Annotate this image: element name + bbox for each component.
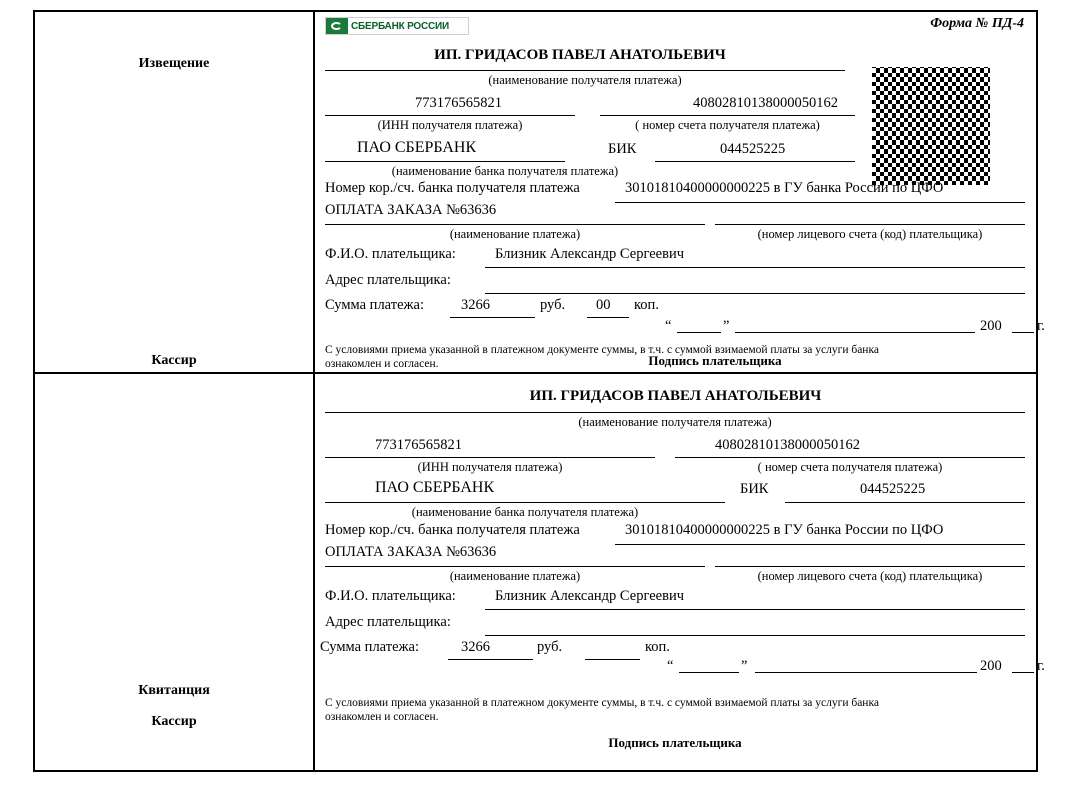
- notice-right-column: [315, 12, 1045, 372]
- bik-value-top: 044525225: [720, 141, 786, 157]
- signature-label-bottom: Подпись плательщика: [608, 735, 742, 750]
- bik-label-top: БИК: [608, 141, 637, 157]
- sum-kop-value-top: 00: [596, 297, 611, 313]
- caption-inn-bottom: (ИНН получателя платежа): [417, 460, 563, 474]
- rule-fio-bottom: [485, 609, 1025, 610]
- rule-bik-bottom: [785, 502, 1025, 503]
- date-quote-close-top: ”: [723, 318, 730, 334]
- receipt-right-column: [315, 374, 1045, 770]
- terms-line2-top: ознакомлен и согласен.: [325, 358, 439, 370]
- bik-label-bottom: БИК: [740, 481, 769, 497]
- caption-personal-account-top: (номер лицевого счета (код) плательщика): [757, 227, 983, 241]
- rule-sum-kop-top: [587, 317, 629, 318]
- recipient-title-bottom: ИП. ГРИДАСОВ ПАВЕЛ АНАТОЛЬЕВИЧ: [529, 388, 822, 404]
- rule-inn-bottom: [325, 457, 655, 458]
- rule-kor-bottom: [615, 544, 1025, 545]
- qr-code: [869, 64, 993, 188]
- terms-line1-bottom: С условиями приема указанной в платежном документе суммы, в т.ч. с суммой взимаемой платы за услуги банка: [325, 697, 879, 709]
- address-label-top: Адрес плательщика:: [325, 272, 451, 288]
- rule-bank-top: [325, 161, 565, 162]
- year-prefix-top: 200: [980, 318, 1002, 334]
- caption-recipient-name-bottom: (наименование получателя платежа): [578, 415, 772, 429]
- rule-date-month-top: [735, 332, 975, 333]
- account-value-bottom: 40802810138000050162: [715, 437, 860, 453]
- label-izveshchenie: Извещение: [138, 56, 210, 71]
- rule-account-bottom: [675, 457, 1025, 458]
- signature-label-top: Подпись плательщика: [648, 353, 782, 368]
- notice-section: [35, 12, 1045, 374]
- rule-date-day-top: [677, 332, 721, 333]
- terms-line2-bottom: ознакомлен и согласен.: [325, 711, 439, 723]
- rule-sum-rub-top: [450, 317, 535, 318]
- caption-bank-bottom: (наименование банка получателя платежа): [411, 505, 639, 519]
- rule-address-top: [485, 293, 1025, 294]
- date-quote-open-top: “: [665, 318, 672, 334]
- year-prefix-bottom: 200: [980, 658, 1002, 674]
- payment-value-bottom: ОПЛАТА ЗАКАЗА №63636: [325, 544, 497, 560]
- terms-line1-top: С условиями приема указанной в платежном документе суммы, в т.ч. с суммой взимаемой платы за услуги банка: [325, 344, 879, 356]
- rule-bik-top: [655, 161, 855, 162]
- bik-value-bottom: 044525225: [860, 481, 926, 497]
- notice-left-column: [35, 12, 315, 372]
- rule-year-top: [1012, 332, 1034, 333]
- rule-account-top: [600, 115, 855, 116]
- payment-form-document: [33, 10, 1045, 772]
- sum-rub-value-top: 3266: [461, 297, 490, 313]
- rule-personal-account-top: [715, 224, 1025, 225]
- kor-label-top: Номер кор./сч. банка получателя платежа: [325, 180, 580, 196]
- rule-recipient-top: [325, 70, 845, 71]
- rule-payment-top: [325, 224, 705, 225]
- rule-sum-kop-bottom: [585, 659, 640, 660]
- inn-value-bottom: 773176565821: [375, 437, 462, 453]
- label-kassir-bottom: Кассир: [151, 714, 197, 729]
- fio-value-bottom: Близник Александр Сергеевич: [495, 588, 684, 604]
- sum-label-top: Сумма платежа:: [325, 297, 424, 313]
- kop-label-top: коп.: [634, 297, 659, 313]
- sberbank-logo: [325, 17, 469, 35]
- rule-fio-top: [485, 267, 1025, 268]
- rub-label-bottom: руб.: [537, 639, 563, 655]
- label-kassir-top: Кассир: [151, 353, 197, 368]
- bank-value-top: ПАО СБЕРБАНК: [357, 139, 477, 156]
- kor-label-bottom: Номер кор./сч. банка получателя платежа: [325, 522, 580, 538]
- rule-inn-top: [325, 115, 575, 116]
- receipt-section: [35, 374, 1045, 770]
- rule-date-month-bottom: [755, 672, 977, 673]
- sberbank-logo-icon: [326, 18, 348, 34]
- sberbank-logo-text: СБЕРБАНК РОССИИ: [351, 20, 450, 32]
- recipient-title-top: ИП. ГРИДАСОВ ПАВЕЛ АНАТОЛЬЕВИЧ: [434, 47, 726, 63]
- bank-value-bottom: ПАО СБЕРБАНК: [375, 479, 495, 496]
- rub-label-top: руб.: [540, 297, 566, 313]
- caption-recipient-name-top: (наименование получателя платежа): [488, 73, 682, 87]
- rule-personal-account-bottom: [715, 566, 1025, 567]
- payment-value-top: ОПЛАТА ЗАКАЗА №63636: [325, 202, 497, 218]
- rule-sum-rub-bottom: [448, 659, 533, 660]
- rule-date-day-bottom: [679, 672, 739, 673]
- caption-payment-top: (наименование платежа): [449, 227, 581, 241]
- sum-rub-value-bottom: 3266: [461, 639, 490, 655]
- kor-value-top: 30101810400000000225 в ГУ банка России по ЦФО: [625, 180, 944, 196]
- rule-bank-bottom: [325, 502, 725, 503]
- caption-account-top: ( номер счета получателя платежа): [635, 118, 820, 132]
- fio-value-top: Близник Александр Сергеевич: [495, 246, 684, 262]
- caption-inn-top: (ИНН получателя платежа): [377, 118, 523, 132]
- rule-payment-bottom: [325, 566, 705, 567]
- caption-payment-bottom: (наименование платежа): [449, 569, 581, 583]
- address-label-bottom: Адрес плательщика:: [325, 614, 451, 630]
- label-kvitanciya: Квитанция: [138, 683, 210, 698]
- fio-label-top: Ф.И.О. плательщика:: [325, 246, 456, 262]
- rule-year-bottom: [1012, 672, 1034, 673]
- account-value-top: 40802810138000050162: [693, 95, 838, 111]
- rule-kor-top: [615, 202, 1025, 203]
- rule-recipient-bottom: [325, 412, 1025, 413]
- rule-address-bottom: [485, 635, 1025, 636]
- caption-bank-top: (наименование банка получателя платежа): [391, 164, 619, 178]
- caption-account-bottom: ( номер счета получателя платежа): [757, 460, 943, 474]
- caption-personal-account-bottom: (номер лицевого счета (код) плательщика): [757, 569, 983, 583]
- kop-label-bottom: коп.: [645, 639, 670, 655]
- sum-label-bottom: Сумма платежа:: [320, 639, 419, 655]
- year-suffix-bottom: г.: [1037, 658, 1045, 674]
- kor-value-bottom: 30101810400000000225 в ГУ банка России по ЦФО: [625, 522, 944, 538]
- receipt-left-column: [35, 374, 315, 770]
- year-suffix-top: г.: [1037, 318, 1045, 334]
- date-quote-open-bottom: “: [667, 658, 674, 674]
- form-number: Форма № ПД-4: [930, 16, 1024, 31]
- date-quote-close-bottom: ”: [741, 658, 748, 674]
- fio-label-bottom: Ф.И.О. плательщика:: [325, 588, 456, 604]
- inn-value-top: 773176565821: [415, 95, 502, 111]
